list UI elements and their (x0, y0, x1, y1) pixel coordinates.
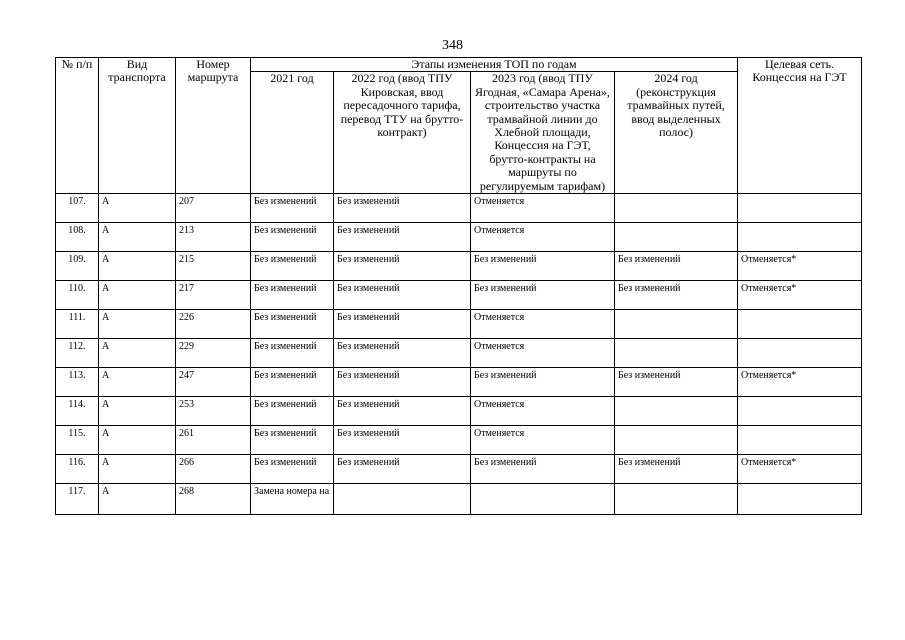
header-col-2024: 2024 год (реконструкция трамвайных путей, ввод выделенных полос) (615, 72, 738, 194)
cell-target: Отменяется* (738, 252, 862, 281)
cell-route: 253 (176, 397, 251, 426)
cell-type: А (99, 194, 176, 223)
cell-2023 (471, 484, 615, 515)
cell-num: 109. (56, 252, 99, 281)
cell-2023: Без изменений (471, 368, 615, 397)
cell-target: Отменяется* (738, 455, 862, 484)
cell-2024: Без изменений (615, 252, 738, 281)
cell-2022: Без изменений (334, 310, 471, 339)
cell-2022 (334, 484, 471, 515)
cell-route: 268 (176, 484, 251, 515)
table-row (56, 368, 862, 397)
cell-num: 116. (56, 455, 99, 484)
table-row (56, 484, 862, 515)
cell-route: 266 (176, 455, 251, 484)
header-col-num: № п/п (56, 58, 99, 194)
cell-type: А (99, 223, 176, 252)
table-row (56, 281, 862, 310)
cell-num: 110. (56, 281, 99, 310)
cell-type: А (99, 397, 176, 426)
cell-target (738, 223, 862, 252)
cell-2022: Без изменений (334, 281, 471, 310)
cell-route: 229 (176, 339, 251, 368)
cell-2021: Без изменений (251, 339, 334, 368)
cell-2023: Отменяется (471, 426, 615, 455)
cell-2024: Без изменений (615, 368, 738, 397)
cell-type: А (99, 339, 176, 368)
cell-type: А (99, 368, 176, 397)
cell-target (738, 426, 862, 455)
cell-type: А (99, 484, 176, 515)
cell-2023: Отменяется (471, 310, 615, 339)
cell-target (738, 310, 862, 339)
cell-type: А (99, 455, 176, 484)
cell-target: Отменяется* (738, 368, 862, 397)
table-row (56, 339, 862, 368)
cell-num: 115. (56, 426, 99, 455)
cell-2021: Без изменений (251, 426, 334, 455)
cell-2023: Без изменений (471, 281, 615, 310)
cell-route: 217 (176, 281, 251, 310)
cell-2022: Без изменений (334, 223, 471, 252)
cell-target (738, 339, 862, 368)
cell-2021: Без изменений (251, 397, 334, 426)
routes-table (55, 57, 862, 515)
cell-route: 207 (176, 194, 251, 223)
cell-target: Отменяется* (738, 281, 862, 310)
cell-type: А (99, 281, 176, 310)
cell-num: 113. (56, 368, 99, 397)
cell-2022: Без изменений (334, 426, 471, 455)
cell-target (738, 484, 862, 515)
cell-type: А (99, 310, 176, 339)
cell-num: 111. (56, 310, 99, 339)
cell-2022: Без изменений (334, 368, 471, 397)
cell-2021: Без изменений (251, 310, 334, 339)
cell-2022: Без изменений (334, 194, 471, 223)
table-row (56, 252, 862, 281)
cell-2024 (615, 339, 738, 368)
header-col-2021: 2021 год (251, 72, 334, 194)
cell-2024: Без изменений (615, 455, 738, 484)
cell-2024 (615, 194, 738, 223)
header-col-type: Вид транспорта (99, 58, 176, 194)
cell-2021: Без изменений (251, 252, 334, 281)
cell-route: 226 (176, 310, 251, 339)
cell-2023: Отменяется (471, 339, 615, 368)
cell-num: 114. (56, 397, 99, 426)
cell-2024: Без изменений (615, 281, 738, 310)
cell-2023: Без изменений (471, 455, 615, 484)
table-row (56, 194, 862, 223)
cell-target (738, 397, 862, 426)
cell-type: А (99, 426, 176, 455)
cell-2023: Отменяется (471, 223, 615, 252)
cell-type: А (99, 252, 176, 281)
cell-2021: Без изменений (251, 223, 334, 252)
cell-2022: Без изменений (334, 397, 471, 426)
table-row (56, 426, 862, 455)
table-row (56, 310, 862, 339)
cell-2024 (615, 484, 738, 515)
cell-2024 (615, 426, 738, 455)
cell-2023: Без изменений (471, 252, 615, 281)
table-row (56, 455, 862, 484)
cell-2022: Без изменений (334, 252, 471, 281)
header-col-2023: 2023 год (ввод ТПУ Ягодная, «Самара Арена», строительство участка трамвайной линии до Хлебной площади, Концессия на ГЭТ, брутто-контракты на маршруты по регулируемым тарифам) (471, 72, 615, 194)
cell-route: 247 (176, 368, 251, 397)
cell-2024 (615, 310, 738, 339)
header-col-route: Номер маршрута (176, 58, 251, 194)
cell-2021: Без изменений (251, 281, 334, 310)
cell-2021: Замена номера на (251, 484, 334, 515)
cell-route: 213 (176, 223, 251, 252)
cell-route: 261 (176, 426, 251, 455)
cell-2021: Без изменений (251, 194, 334, 223)
cell-2023: Отменяется (471, 194, 615, 223)
cell-2023: Отменяется (471, 397, 615, 426)
header-col-2022: 2022 год (ввод ТПУ Кировская, ввод пересадочного тарифа, перевод ТТУ на брутто-контракт) (334, 72, 471, 194)
page-number: 348 (442, 38, 463, 53)
cell-2022: Без изменений (334, 455, 471, 484)
cell-2024 (615, 397, 738, 426)
cell-num: 107. (56, 194, 99, 223)
header-stages-group: Этапы изменения ТОП по годам (251, 58, 738, 72)
cell-2024 (615, 223, 738, 252)
cell-target (738, 194, 862, 223)
header-row-1 (56, 58, 862, 72)
cell-2022: Без изменений (334, 339, 471, 368)
header-col-target: Целевая сеть. Концессия на ГЭТ (738, 58, 862, 194)
table-row (56, 223, 862, 252)
cell-2021: Без изменений (251, 455, 334, 484)
cell-route: 215 (176, 252, 251, 281)
table-body (56, 194, 862, 515)
table-row (56, 397, 862, 426)
cell-num: 108. (56, 223, 99, 252)
cell-num: 112. (56, 339, 99, 368)
cell-2021: Без изменений (251, 368, 334, 397)
cell-num: 117. (56, 484, 99, 515)
